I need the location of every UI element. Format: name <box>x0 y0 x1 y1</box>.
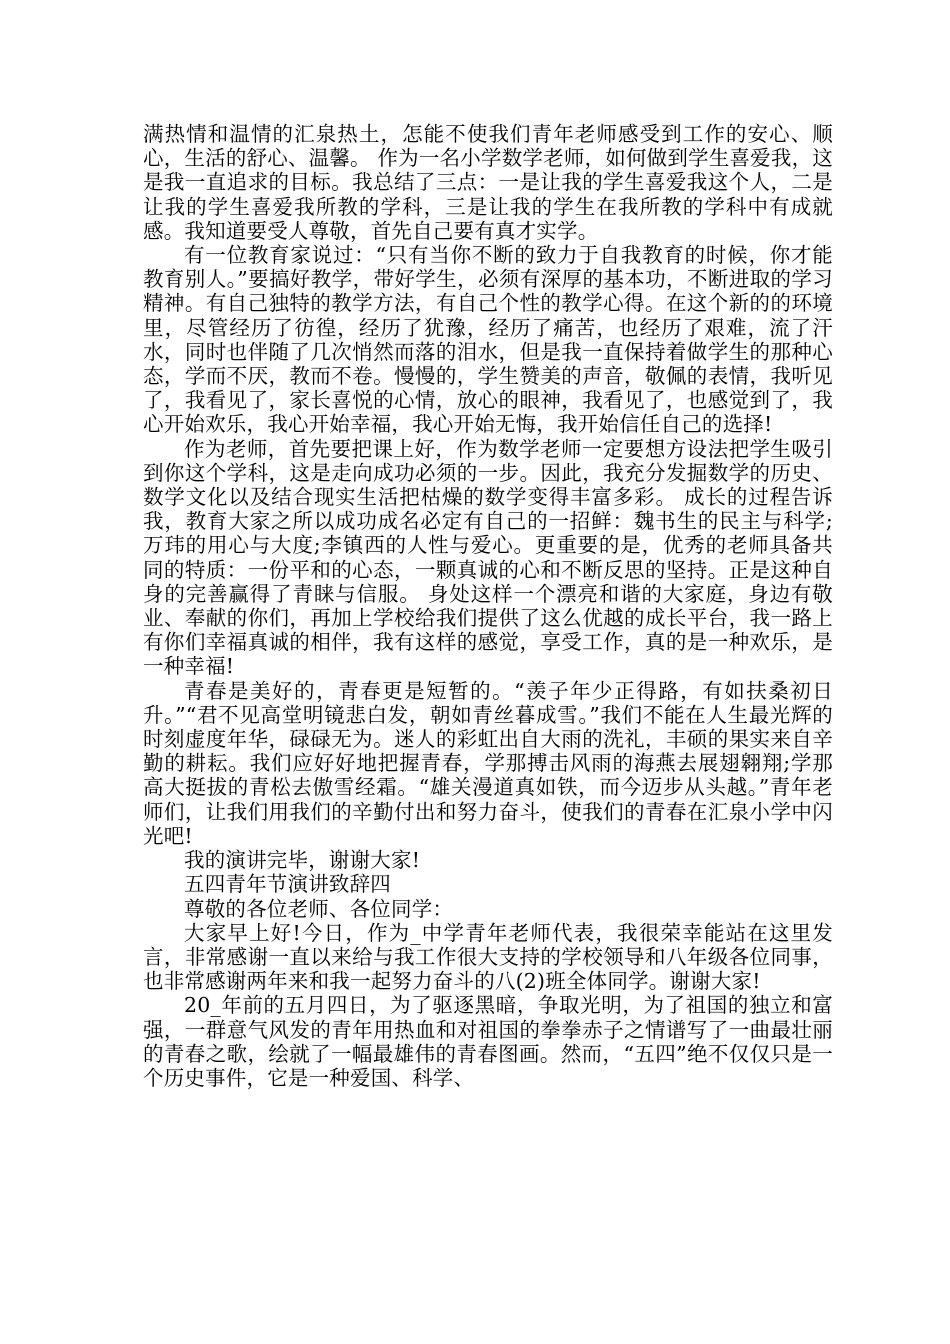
paragraph-6: 20_年前的五月四日，为了驱逐黑暗，争取光明，为了祖国的独立和富强，一群意气风发的青年用热血和对祖国的拳拳赤子之情谱写了一曲最壮丽的青春之歌，绘就了一幅最雄伟的青春图画。然而，“五四”绝不仅仅只是一个历史事件，它是一种爱国、科学、 <box>143 993 833 1090</box>
paragraph-5: 大家早上好!今日，作为_中学青年老师代表，我很荣幸能站在这里发言，非常感谢一直以来给与我工作很大支持的学校领导和八年级各位同事，也非常感谢两年来和我一起努力奋斗的八(2)班全体同学。谢谢大家! <box>143 920 833 994</box>
paragraph-closing: 我的演讲完毕，谢谢大家! <box>184 848 421 873</box>
salutation: 尊敬的各位老师、各位同学： <box>184 896 454 921</box>
document-body <box>143 122 833 1090</box>
paragraph-3: 作为老师，首先要把课上好，作为数学老师一定要想方设法把学生吸引到你这个学科，这是走向成功必须的一步。因此，我充分发掘数学的历史、数学文化以及结合现实生活把枯燥的数学变得丰富多彩。 成长的过程告诉我，教育大家之所以成功成名必定有自己的一招鲜：魏书生的民主与科学;万玮的用心与大度;李镇西的人性与爱心。更重要的是，优秀的老师具备共同的特质：一份平和的心态，一颗真诚的心和不断反思的坚持。正是这种自身的完善赢得了青睐与信服。 身处这样一个漂亮和谐的大家庭，身边有敬业、奉献的你们，再加上学校给我们提供了这么优越的成长平台，我一路上有你们幸福真诚的相伴，我有这样的感觉，享受工作，真的是一种欢乐，是一种幸福! <box>143 436 833 679</box>
paragraph-4: 青春是美好的，青春更是短暂的。“羡子年少正得路，有如扶桑初日升。”“君不见高堂明镜悲白发，朝如青丝暮成雪。”我们不能在人生最光辉的时刻虚度年华，碌碌无为。迷人的彩虹出自大雨的洗礼，丰硕的果实来自辛勤的耕耘。我们应好好地把握青春，学那搏击风雨的海燕去展翅翱翔;学那高大挺拔的青松去傲雪经霜。“雄关漫道真如铁，而今迈步从头越。”青年老师们，让我们用我们的辛勤付出和努力奋斗，使我们的青春在汇泉小学中闪光吧! <box>143 678 833 848</box>
paragraph-1: 满热情和温情的汇泉热土，怎能不使我们青年老师感受到工作的安心、顺心，生活的舒心、温馨。 作为一名小学数学老师，如何做到学生喜爱我，这是我一直追求的目标。我总结了三点：一是让我的学生喜爱我这个人，二是让我的学生喜爱我所教的学科，三是让我的学生在我所教的学科中有成就感。我知道要受人尊敬，首先自己要有真才实学。 <box>143 122 833 243</box>
paragraph-2: 有一位教育家说过：“只有当你不断的致力于自我教育的时候，你才能教育别人。”要搞好教学，带好学生，必须有深厚的基本功，不断进取的学习精神。有自己独特的教学方法，有自己个性的教学心得。在这个新的的环境里，尽管经历了彷徨，经历了犹豫，经历了痛苦，也经历了艰难，流了汗水，同时也伴随了几次悄然而落的泪水，但是我一直保持着做学生的那种心态，学而不厌，教而不卷。慢慢的，学生赞美的声音，敬佩的表情，我听见了，我看见了，家长喜悦的心情，放心的眼神，我看见了，也感觉到了，我心开始欢乐，我心开始幸福，我心开始无悔，我开始信任自己的选择! <box>143 243 833 437</box>
section-heading: 五四青年节演讲致辞四 <box>184 872 391 897</box>
